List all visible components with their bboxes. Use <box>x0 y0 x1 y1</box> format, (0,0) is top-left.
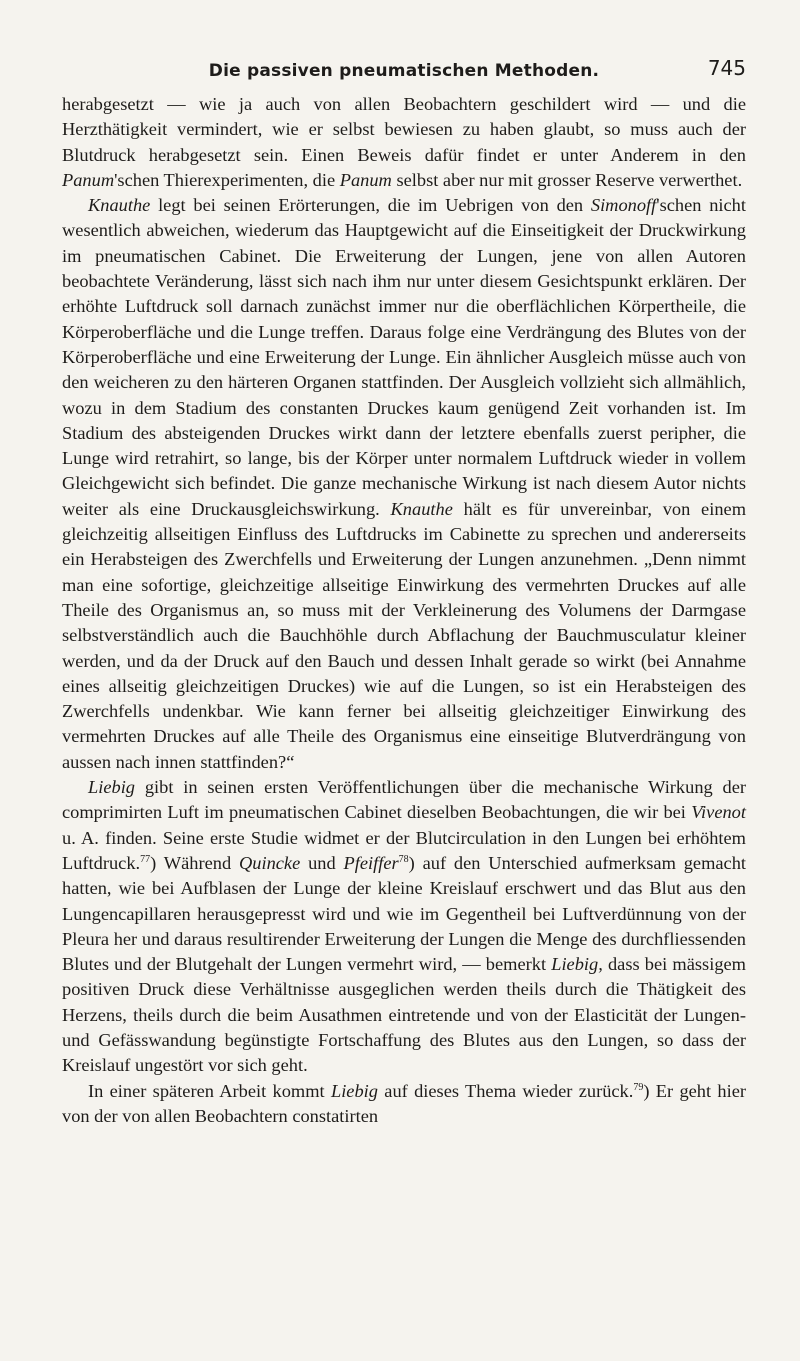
text-run: auf dieses Thema wieder zurück. <box>377 1080 634 1101</box>
italic-name: Vivenot <box>691 802 746 823</box>
italic-name: Quincke <box>238 852 301 873</box>
italic-name: Panum <box>339 169 392 190</box>
text-run: ) auf den Unterschied aufmerksam gemacht hatten, wie bei Aufblasen der Lunge der kleine Kreislauf erschwert und das Blut aus den Lungencapillaren herausgepresst wird und wie im Gegentheil bei Luftverdünnung von der Pleura her und daraus resultirender Erweiterung der Lungen die Menge des durchfliessenden Blutes und der Blutgehalt der Lungen vermehrt wird, — bemerkt <box>62 852 746 975</box>
italic-name: Liebig, <box>551 954 603 975</box>
text-run: dass bei mässigem positiven Druck diese Verhältnisse ausgeglichen werden theils durch die Thätigkeit des Herzens, theils durch die beim Ausathmen eintretende und von der Elasticität der Lungen- und Gefässwandung begünstigte Fortschaffung des Blutes aus den Lungen, so dass der Kreislauf ungestört vor sich geht. <box>62 954 746 1076</box>
text-run: In einer späteren Arbeit kommt <box>88 1080 331 1101</box>
text-run: 'schen nicht wesentlich abweichen, wiederum das Hauptgewicht auf die Einseitigkeit der Druckwirkung im pneumatischen Cabinet. Die Erweiterung der Lungen, jene von allen Autoren beobachtete Veränderung, lässt sich nach ihm nur unter diesem Gesichtspunkt erklären. Der erhöhte Luftdruck soll darnach zunächst immer nur die oberflächlichen Körpertheile, die Körperoberfläche und die Lunge treffen. Daraus folge eine Verdrängung des Blutes von der Körperoberfläche und eine Erweiterung der Lunge. Ein ähnlicher Ausgleich müsse auch von den weicheren zu den härteren Organen stattfinden. Der Ausgleich vollzieht sich allmählich, wozu in dem Stadium des constanten Druckes kaum genügend Zeit vorhanden ist. Im Stadium des absteigenden Druckes wirkt dann der letztere ebenfalls zuerst peripher, die Lunge wird retrahirt, so lange, bis der Körper unter normalem Luftdruck wieder in vollem Gleichgewicht sich befindet. Die ganze mechanische Wirkung ist nach diesem Autor nichts weiter als eine Druckausgleichswirkung. <box>62 195 746 519</box>
footnote-ref: 79 <box>633 1081 644 1093</box>
text-run: herabgesetzt — wie ja auch von allen Beobachtern geschildert wird — und die Herzthätigkeit vermindert, wie er selbst bewiesen zu haben glaubt, so muss auch der Blutdruck herabgesetzt sein. Einen Beweis dafür findet er unter Anderem in den <box>62 94 746 165</box>
footnote-ref: 78 <box>398 853 409 865</box>
text-run: legt bei seinen Erörterungen, die im Uebrigen von den <box>150 195 591 216</box>
text-run: hält es für unvereinbar, von einem gleichzeitig allseitigen Einfluss des Luftdrucks im Cabinette zu sprechen und andererseits ein Herabsteigen des Zwerchfells und Erweiterung der Lungen anzunehmen. „Denn nimmt man eine sofortige, gleichzeitige allseitige Einwirkung des vermehrten Druckes auf alle Theile des Organismus an, so muss mit der Verkleinerung des Volumens der Darmgase selbstverständlich auch die Bauchhöhle durch Abflachung der Bauchmusculatur kleiner werden, und da der Druck auf den Bauch und dessen Inhalt gerade so wirkt (bei Annahme eines allseitig gleichzeitigen Druckes) wie auf die Lungen, so ist ein Herabsteigen des Zwerchfells undenkbar. Wie kann ferner bei allseitig gleichzeitiger Einwirkung des vermehrten Druckes auf alle Theile des Organismus eine einseitige Blutverdrängung von aussen nach innen stattfinden?“ <box>62 498 746 772</box>
running-title: Die passiven pneumatischen Methoden. <box>208 61 600 81</box>
italic-name: Liebig <box>330 1080 378 1101</box>
paragraph-liebig <box>62 775 746 1079</box>
paragraph-knauthe <box>62 193 746 775</box>
text-run: gibt in seinen ersten Veröffentlichungen über die mechanische Wirkung der comprimirten Luft im pneumatischen Cabinet dieselben Beobachtungen, die wir bei <box>62 777 746 823</box>
footnote-ref: 77 <box>140 853 151 865</box>
paragraph-continuation <box>62 92 746 193</box>
text-run: 'schen Thierexperimenten, die <box>114 169 340 190</box>
running-head <box>62 0 746 82</box>
italic-name: Pfeiffer <box>343 852 399 873</box>
italic-name: Simonoff <box>590 195 657 216</box>
text-run: ) Während <box>150 852 239 873</box>
text-run: und <box>300 852 344 873</box>
text-run: ) Er geht hier von der von allen Beobachtern constatirten <box>62 1080 747 1126</box>
text-run: u. A. finden. Seine erste Studie widmet er der Blutcirculation in den Lungen bei erhöhtem Luftdruck. <box>62 827 746 873</box>
page-number: 745 <box>707 56 746 80</box>
paragraph-liebig-later-work <box>62 1079 746 1130</box>
body-text <box>62 92 746 1129</box>
italic-name: Liebig <box>88 777 136 798</box>
italic-name: Knauthe <box>88 195 151 216</box>
italic-name: Panum <box>62 169 115 190</box>
text-run: selbst aber nur mit grosser Reserve verwerthet. <box>391 169 743 190</box>
italic-name: Knauthe <box>390 498 453 519</box>
